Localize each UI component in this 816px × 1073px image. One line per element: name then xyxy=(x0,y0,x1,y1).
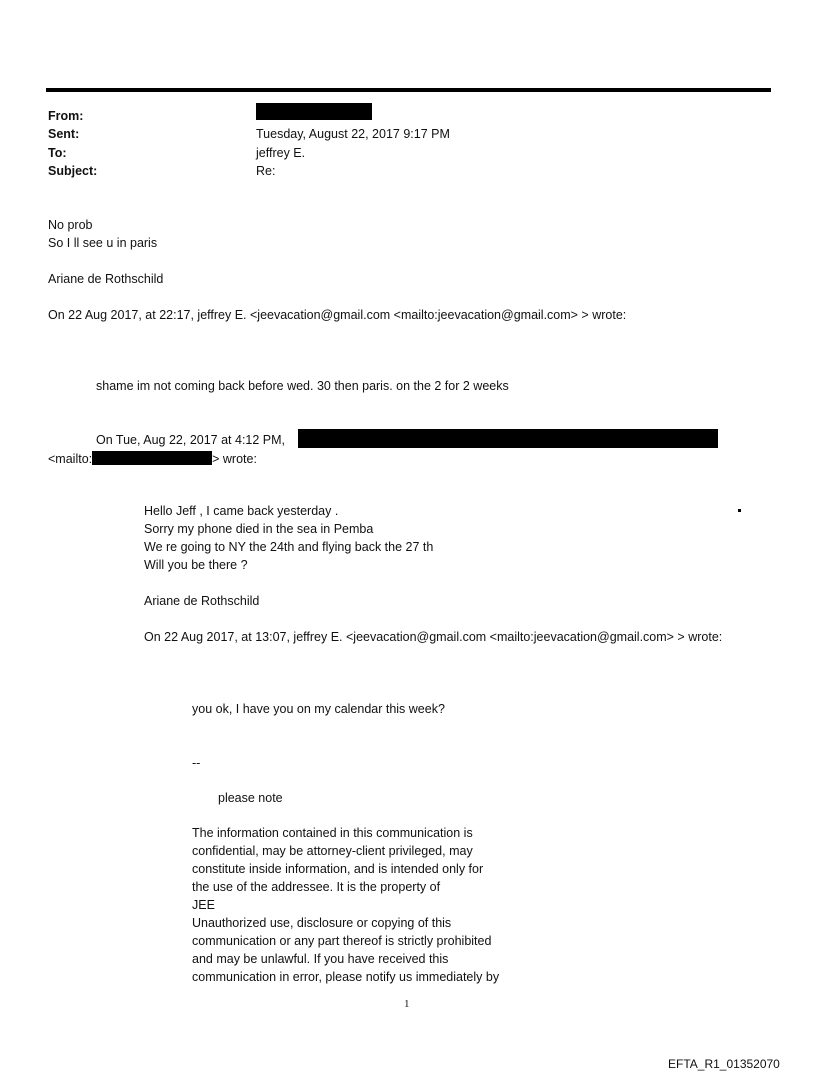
quote3-text: you ok, I have you on my calendar this week? xyxy=(192,702,445,716)
disclaimer-line: communication or any part thereof is strictly prohibited xyxy=(192,934,492,948)
subject-label: Subject: xyxy=(48,164,98,178)
stray-mark xyxy=(738,509,741,512)
body-line-1: No prob xyxy=(48,218,93,232)
disclaimer-line: Unauthorized use, disclosure or copying of this xyxy=(192,916,452,930)
disclaimer-line: The information contained in this communication is xyxy=(192,826,473,840)
subject-value: Re: xyxy=(256,164,276,178)
disclaimer-line: the use of the addressee. It is the property of xyxy=(192,880,441,894)
sig-dashes: -- xyxy=(192,756,201,770)
quote1-intro: On 22 Aug 2017, at 22:17, jeffrey E. <jeevacation@gmail.com <mailto:jeevacation@gmail.com> > wrote: xyxy=(48,308,627,322)
signature-1: Ariane de Rothschild xyxy=(48,272,164,286)
quote3-intro: On 22 Aug 2017, at 13:07, jeffrey E. <jeevacation@gmail.com <mailto:jeevacation@gmail.com> > wrote: xyxy=(144,630,723,644)
to-value: jeffrey E. xyxy=(256,146,306,160)
to-label: To: xyxy=(48,146,67,160)
please-note: please note xyxy=(218,791,283,805)
body-line-2: So I ll see u in paris xyxy=(48,236,158,250)
from-label: From: xyxy=(48,109,84,123)
quote2-line-2: Sorry my phone died in the sea in Pemba xyxy=(144,522,374,536)
disclaimer-line: and may be unlawful. If you have received this xyxy=(192,952,449,966)
mailto-prefix: <mailto: xyxy=(48,452,93,466)
redacted-mailto xyxy=(92,451,212,465)
mailto-suffix: > wrote: xyxy=(212,452,257,466)
sent-label: Sent: xyxy=(48,127,80,141)
disclaimer-line: confidential, may be attorney-client privileged, may xyxy=(192,844,473,858)
redacted-from xyxy=(256,103,372,120)
disclaimer-line: JEE xyxy=(192,898,215,912)
disclaimer-line: communication in error, please notify us immediately by xyxy=(192,970,500,984)
document-id: EFTA_R1_01352070 xyxy=(668,1057,780,1071)
quote2-intro-a: On Tue, Aug 22, 2017 at 4:12 PM, xyxy=(96,433,286,447)
quote2-line-4: Will you be there ? xyxy=(144,558,248,572)
signature-2: Ariane de Rothschild xyxy=(144,594,260,608)
header-rule xyxy=(46,88,771,92)
redacted-sender xyxy=(298,429,718,448)
quote1-text: shame im not coming back before wed. 30 then paris. on the 2 for 2 weeks xyxy=(96,379,509,393)
quote2-line-1: Hello Jeff , I came back yesterday . xyxy=(144,504,339,518)
quote2-intro-b xyxy=(48,451,257,468)
quote2-line-3: We re going to NY the 24th and flying back the 27 th xyxy=(144,540,434,554)
page-number: 1 xyxy=(404,998,410,1010)
sent-value: Tuesday, August 22, 2017 9:17 PM xyxy=(256,127,450,141)
disclaimer-line: constitute inside information, and is intended only for xyxy=(192,862,484,876)
